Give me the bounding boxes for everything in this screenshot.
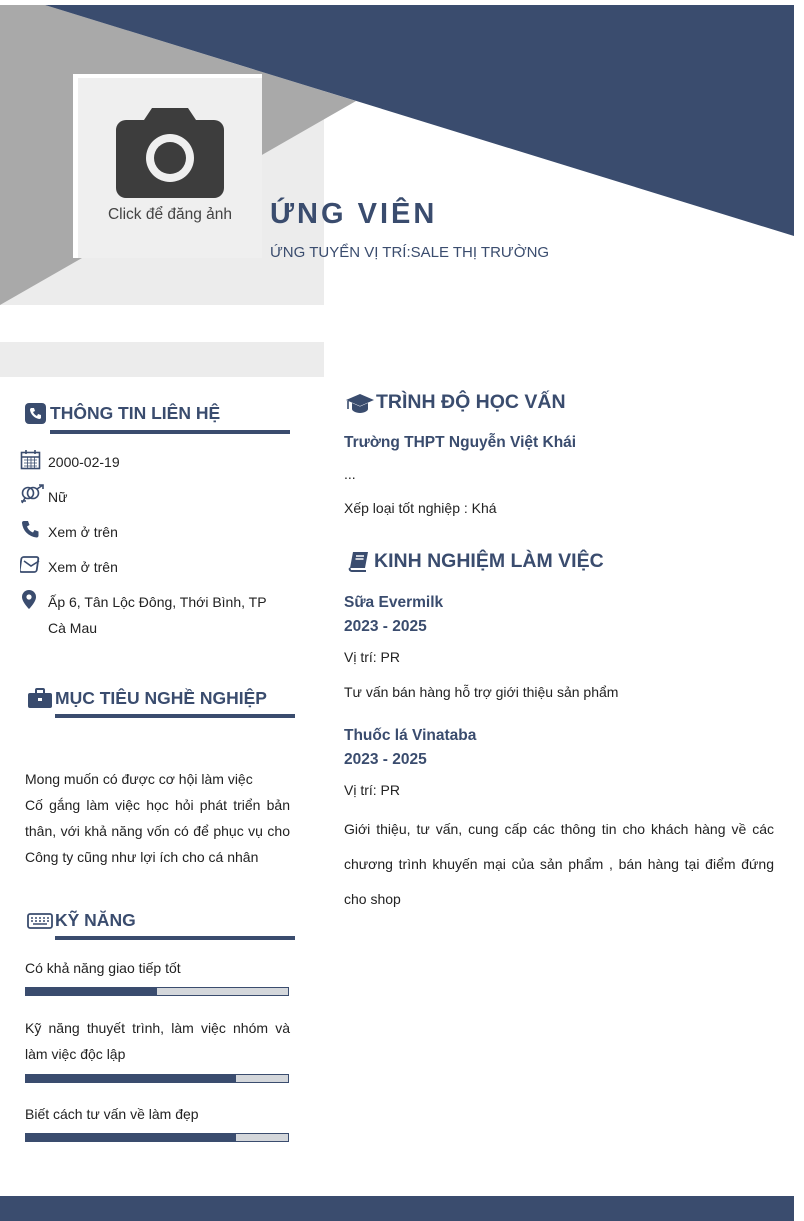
skill-level-fill xyxy=(26,988,157,995)
skill-level-fill xyxy=(26,1134,236,1141)
graduation-cap-icon xyxy=(344,392,376,414)
company-name: Sữa Evermilk xyxy=(344,594,444,611)
skills-title-underline xyxy=(55,936,295,940)
contact-birthdate: 2000-02-19 xyxy=(20,449,120,475)
work-description: Giới thiệu, tư vấn, cung cấp các thông tin cho khách hàng về các chương trình khuyến mại của sản phẩm , bán hàng tại điểm đứng cho shop xyxy=(344,821,774,907)
calendar-icon xyxy=(20,449,48,475)
school-name: Trường THPT Nguyễn Việt Khái xyxy=(344,434,577,451)
phone-icon xyxy=(20,519,48,545)
education-detail: ... xyxy=(344,466,356,482)
skill-label: Kỹ năng thuyết trình, làm việc nhóm và làm việc độc lập xyxy=(25,1020,290,1062)
keyboard-icon xyxy=(25,913,55,929)
gender-icon xyxy=(20,484,48,510)
experience-section-title: KINH NGHIỆM LÀM VIỆC xyxy=(344,550,604,573)
location-icon xyxy=(20,589,48,641)
book-icon xyxy=(344,551,374,573)
photo-upload-button[interactable] xyxy=(73,74,262,258)
footer-bar xyxy=(0,1196,794,1221)
contact-title-underline xyxy=(50,430,290,434)
objective-title-underline xyxy=(55,714,295,718)
company-name: Thuốc lá Vinataba xyxy=(344,727,477,744)
objective-section-title: MỤC TIÊU NGHỀ NGHIỆP xyxy=(25,688,267,709)
graduation-grade: Xếp loại tốt nghiệp : Khá xyxy=(344,500,497,516)
camera-icon xyxy=(114,104,226,200)
contact-email: Xem ở trên xyxy=(20,554,118,580)
candidate-name: ỨNG VIÊN xyxy=(270,198,438,230)
contact-address: Ấp 6, Tân Lộc Đông, Thới Bình, TP Cà Mau xyxy=(20,589,286,641)
work-period: 2023 - 2025 xyxy=(344,618,427,635)
skill-level-bar xyxy=(25,1074,289,1083)
applied-position: ỨNG TUYỂN VỊ TRÍ:SALE THỊ TRƯỜNG xyxy=(270,244,550,261)
skill-label: Biết cách tư vấn về làm đẹp xyxy=(25,1106,199,1122)
contact-phone: Xem ở trên xyxy=(20,519,118,545)
skill-level-bar xyxy=(25,987,289,996)
photo-upload-label: Click để đăng ảnh xyxy=(107,206,233,223)
work-role: Vị trí: PR xyxy=(344,649,401,665)
email-icon xyxy=(20,554,48,580)
skill-level-bar xyxy=(25,1133,289,1142)
phone-square-icon xyxy=(20,403,50,424)
objective-line-1: Mong muốn có được cơ hội làm việc xyxy=(25,771,253,787)
skills-section-title: KỸ NĂNG xyxy=(25,910,136,931)
divider-strip xyxy=(0,342,324,377)
work-period: 2023 - 2025 xyxy=(344,751,427,768)
contact-section-title: THÔNG TIN LIÊN HỆ xyxy=(20,403,220,424)
skill-level-fill xyxy=(26,1075,236,1082)
education-section-title: TRÌNH ĐỘ HỌC VẤN xyxy=(344,391,566,414)
skill-label: Có khả năng giao tiếp tốt xyxy=(25,960,181,976)
work-role: Vị trí: PR xyxy=(344,782,401,798)
contact-gender: Nữ xyxy=(20,484,67,510)
objective-line-2: Cố gắng làm việc học hỏi phát triển bản thân, với khả năng vốn có để phục vụ cho Công ty cũng như lợi ích cho cá nhân xyxy=(25,797,290,865)
work-description: Tư vấn bán hàng hỗ trợ giới thiệu sản phẩm xyxy=(344,684,619,700)
briefcase-icon xyxy=(25,688,55,709)
